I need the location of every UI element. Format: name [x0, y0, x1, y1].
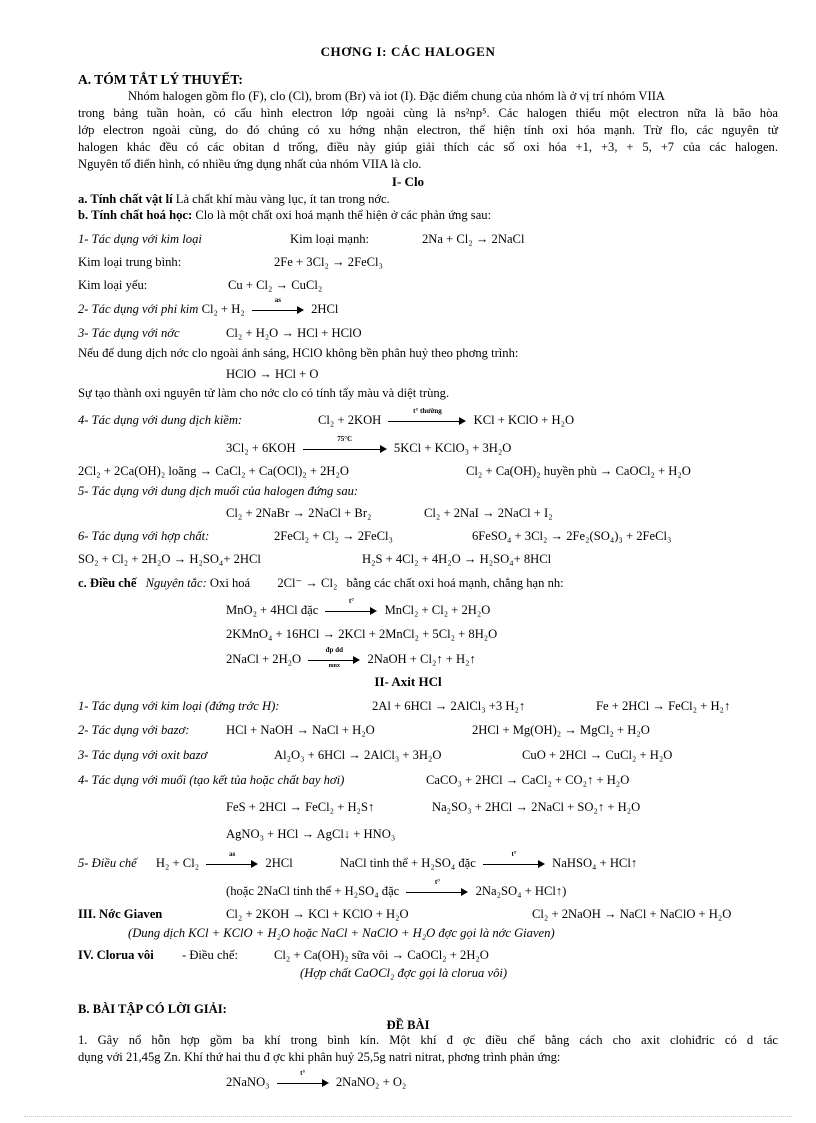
chemical-label: b. Tính chất hoá học: [78, 208, 193, 222]
hcl-r5-right: 2HCl [265, 856, 293, 870]
prep-text2: bằng các chất oxi hoá mạnh, chẳng hạn nh: [346, 576, 564, 590]
prep-text: Oxi hoá [209, 576, 251, 590]
hcl-r4-eq3: Na₂SO₃ + 2HCl → 2NaCl + SO₂↑ + H₂O [432, 800, 641, 814]
problem-eq [226, 1069, 407, 1090]
chemical-text: Clo là một chất oxi hoá mạnh thể hiện ở các phản ứng sau: [195, 208, 492, 222]
physical-text: Là chất khí màu vàng lục, ít tan trong nớc. [175, 192, 390, 206]
hcl-r1-eq2: Fe + 2HCl → FeCl₂ + H₂↑ [596, 699, 731, 713]
hcl-r5b [340, 850, 638, 871]
reaction-arrow: t° [277, 1077, 329, 1089]
prep-eq3-right: 2NaOH + Cl₂↑ + H₂↑ [367, 652, 476, 666]
cloruavoi-text: - Điều chế: [182, 948, 238, 962]
clo-r4-left: Cl₂ + 2KOH [318, 413, 382, 427]
hcl-r5c-left: (hoặc 2NaCl tinh thể + H₂SO₄ đặc [226, 884, 400, 898]
hcl-r5-left: H₂ + Cl₂ [155, 856, 200, 870]
clo-chemical [78, 207, 491, 223]
hcl-r3-label: 3- Tác dụng với oxit bazơ [78, 748, 208, 762]
clo-r4-label: 4- Tác dụng với dung dịch kiềm: [78, 413, 243, 427]
clo-r5-eq2: Cl₂ + 2NaI → 2NaCl + I₂ [424, 506, 553, 520]
clo-r4b [226, 435, 512, 456]
clo-prep-eq1 [226, 597, 491, 618]
clo-r1-weak: Kim loại yếu: [78, 278, 148, 292]
clo-r3-label: 3- Tác dụng với nớc [78, 326, 180, 340]
clo-r6-eq1: 2FeCl₂ + Cl₂ → 2FeCl₃ [274, 529, 393, 543]
intro-line-2: trong bảng tuần hoàn, có cấu hình electron lớp ngoài cùng là ns²np⁵. Các halogen thiếu một electron nữa là bão hòa [78, 106, 778, 120]
hcl-r5-label: 5- Điều chế [78, 856, 137, 870]
clo-r4d-eq: Cl₂ + Ca(OH)₂ huyền phù → CaOCl₂ + H₂O [466, 464, 691, 478]
clo-r1-label: 1- Tác dụng với kim loại [78, 232, 202, 246]
intro-line-3: lớp electron ngoài cùng, do đó chúng có xu hớng nhận electron, thể hiện tính oxi hóa mạnh. Trừ flo, các nguyên tử [78, 123, 778, 137]
clo-r6-label: 6- Tác dụng với hợp chất: [78, 529, 210, 543]
clo-r3-note: Nếu để dung dịch nớc clo ngoài ánh sáng, HClO không bền phân huỷ theo phơng trình: [78, 346, 519, 360]
clo-r1-mid-eq: 2Fe + 3Cl₂ → 2FeCl₃ [274, 255, 383, 269]
reaction-arrow: t° [483, 858, 545, 870]
problem-line-1: 1. Gây nổ hỗn hợp gồm ba khí trong bình kín. Một khí đ ợc điều chế bằng cách cho axit clohiđric có d tác [78, 1033, 778, 1047]
hcl-r3-eq2: CuO + 2HCl → CuCl₂ + H₂O [522, 748, 673, 762]
hcl-r4-eq4: AgNO₃ + HCl → AgCl↓ + HNO₃ [226, 827, 396, 841]
clo-r2-right: 2HCl [311, 302, 339, 316]
intro-line-1: Nhóm halogen gồm flo (F), clo (Cl), brom (Br) và iot (I). Đặc điểm chung của nhóm là ở vị trí nhóm VIIA [128, 89, 665, 103]
prep-eq1-right: MnCl₂ + Cl₂ + 2H₂O [384, 603, 491, 617]
hcl-r2-eq2: 2HCl + Mg(OH)₂ → MgCl₂ + H₂O [472, 723, 650, 737]
clo-prep [78, 575, 564, 591]
clo-r4c-eq: 2Cl₂ + 2Ca(OH)₂ loãng → CaCl₂ + Ca(OCl)₂ + 2H₂O [78, 464, 349, 478]
clo-r2 [78, 296, 339, 317]
chapter-title: CHƠNG I: CÁC HALOGEN [320, 44, 496, 59]
prep-ion: 2Cl⁻ → Cl₂ [277, 576, 338, 590]
reaction-arrow: as [252, 304, 304, 316]
clo-r4-right: KCl + KClO + H₂O [473, 413, 575, 427]
page-bottom-divider [24, 1116, 792, 1117]
clo-prep-eq3 [226, 646, 476, 670]
clo-prep-eq2: 2KMnO₄ + 16HCl → 2KCl + 2MnCl₂ + 5Cl₂ + 8H₂O [226, 627, 498, 641]
reaction-arrow: t° [406, 886, 468, 898]
problem-eq-right: 2NaNO₂ + O₂ [335, 1075, 407, 1089]
clo-r6-eq3: SO₂ + Cl₂ + 2H₂O → H₂SO₄+ 2HCl [78, 552, 261, 566]
problem-line-2: dụng với 21,45g Zn. Khí thứ hai thu đ ợc khi phân huỷ 25,5g natri nitrat, phơng trình phản ứng: [78, 1050, 561, 1064]
cloruavoi-eq: Cl₂ + Ca(OH)₂ sữa vôi → CaOCl₂ + 2H₂O [274, 948, 489, 962]
hcl-r4-eq1: CaCO₃ + 2HCl → CaCl₂ + CO₂↑ + H₂O [426, 773, 630, 787]
clo-r3-eq: Cl₂ + H₂O → HCl + HClO [226, 326, 362, 340]
physical-label: a. Tính chất vật lí [78, 192, 173, 206]
reaction-arrow: t° thường [388, 415, 466, 427]
clo-r1-mid: Kim loại trung bình: [78, 255, 182, 269]
hcl-r4-label: 4- Tác dụng với muối (tạo kết tủa hoặc chất bay hơi) [78, 773, 345, 787]
hcl-r5b-right: NaHSO₄ + HCl↑ [552, 856, 638, 870]
hcl-r1-label: 1- Tác dụng với kim loại (đứng trớc H): [78, 699, 280, 713]
problem-eq-left: 2NaNO₃ [226, 1075, 270, 1089]
clo-r3-eq2: HClO → HCl + O [226, 367, 319, 381]
clo-r1-strong: Kim loại mạnh: [290, 232, 370, 246]
hcl-r5 [78, 850, 293, 871]
giaven-eq1: Cl₂ + 2KOH → KCl + KClO + H₂O [226, 907, 409, 921]
clo-r6-eq2: 6FeSO₄ + 3Cl₂ → 2Fe₂(SO₄)₃ + 2FeCl₃ [472, 529, 672, 543]
clo-r3-note2: Sự tạo thành oxi nguyên tử làm cho nớc clo có tính tẩy màu và diệt trùng. [78, 386, 450, 400]
hcl-heading: II- Axit HCl [374, 674, 442, 689]
hcl-r5c [226, 878, 567, 899]
hcl-r5b-left: NaCl tinh thể + H₂SO₄ đặc [340, 856, 476, 870]
clo-physical [78, 191, 390, 207]
clo-r1-weak-eq: Cu + Cl₂ → CuCl₂ [228, 278, 323, 292]
cloruavoi-note: (Hợp chất CaOCl₂ đợc gọi là clorua vôi) [300, 966, 508, 980]
hcl-r2-eq1: HCl + NaOH → NaCl + H₂O [226, 723, 375, 737]
giaven-note: (Dung dịch KCl + KClO + H₂O hoặc NaCl + NaClO + H₂O đợc gọi là nớc Giaven) [128, 926, 555, 940]
intro-line-4: halogen khác đều có các obitan d trống, điều này giúp giải thích các số oxi hóa +1, +3, + 5, +7 của các halogen. [78, 140, 778, 154]
hcl-r5c-right: 2Na₂SO₄ + HCl↑) [475, 884, 567, 898]
hcl-r2-label: 2- Tác dụng với bazơ: [78, 723, 190, 737]
giaven-heading: III. Nớc Giaven [78, 907, 163, 921]
hcl-r1-eq1: 2Al + 6HCl → 2AlCl₃ +3 H₂↑ [372, 699, 526, 713]
hcl-r4-eq2: FeS + 2HCl → FeCl₂ + H₂S↑ [226, 800, 375, 814]
intro-line-5: Nguyên tố điển hình, có nhiều ứng dụng nhất của nhóm VIIA là clo. [78, 157, 422, 171]
section-a-heading: A. TÓM TẮT LÝ THUYẾT: [78, 72, 243, 87]
clo-r6-eq4: H₂S + 4Cl₂ + 4H₂O → H₂SO₄+ 8HCl [362, 552, 552, 566]
clo-heading: I- Clo [391, 174, 425, 189]
clo-r4b-right: 5KCl + KClO₃ + 3H₂O [393, 441, 512, 455]
reaction-arrow: đp dd mnx [308, 654, 360, 666]
prep-principle: Nguyên tắc: [145, 576, 207, 590]
prep-eq1-left: MnO₂ + 4HCl đặc [226, 603, 319, 617]
cloruavoi-heading: IV. Clorua vôi [78, 948, 154, 962]
reaction-arrow: as [206, 858, 258, 870]
clo-r5-eq1: Cl₂ + 2NaBr → 2NaCl + Br₂ [226, 506, 372, 520]
prep-eq3-left: 2NaCl + 2H₂O [226, 652, 302, 666]
clo-r5-label: 5- Tác dụng với dung dịch muối của halogen đứng sau: [78, 484, 359, 498]
section-b-heading: B. BÀI TẬP CÓ LỜI GIẢI: [78, 1002, 227, 1016]
reaction-arrow: t° [325, 605, 377, 617]
problem-heading: ĐỀ BÀI [386, 1018, 430, 1032]
giaven-eq2: Cl₂ + 2NaOH → NaCl + NaClO + H₂O [532, 907, 732, 921]
hcl-r3-eq1: Al₂O₃ + 6HCl → 2AlCl₃ + 3H₂O [274, 748, 442, 762]
prep-label: c. Điều chế [78, 576, 137, 590]
clo-r4 [318, 407, 575, 428]
reaction-arrow: 75°C [303, 443, 387, 455]
clo-r1-eq: 2Na + Cl₂ → 2NaCl [422, 232, 525, 246]
clo-r2-label: 2- Tác dụng với phi kim [78, 302, 199, 316]
clo-r4b-left: 3Cl₂ + 6KOH [226, 441, 296, 455]
clo-r2-left: Cl₂ + H₂ [201, 302, 245, 316]
